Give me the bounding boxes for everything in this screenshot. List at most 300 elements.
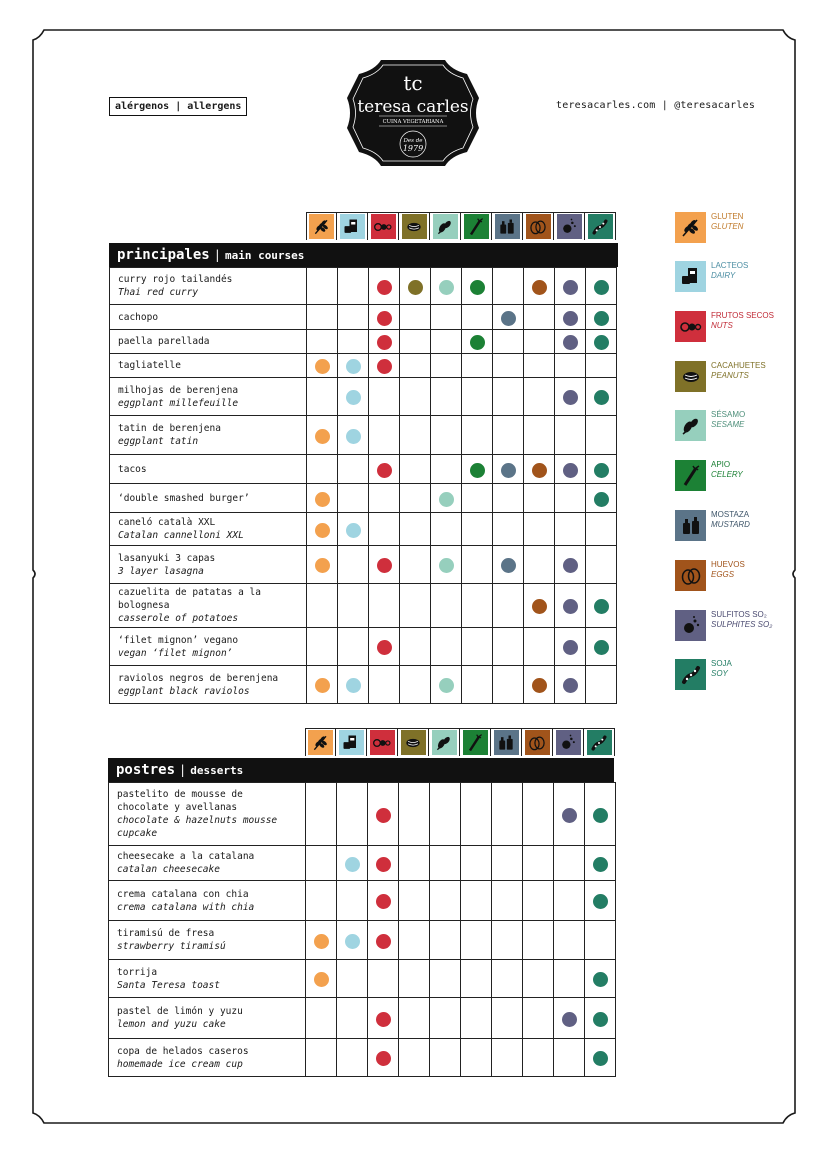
allergen-dot-eggs [532,463,547,478]
allergen-cell-gluten [306,960,337,998]
allergen-cell-mustard [493,330,524,354]
dish-name-cell [109,921,306,960]
allergen-cell-celery [462,378,493,416]
legend-label-en: SOY [711,669,728,678]
legend-label-en: MUSTARD [711,520,750,529]
dish-name-en: homemade ice cream cup [117,1058,243,1070]
allergen-dot-soy [593,972,608,987]
allergen-dot-celery [470,335,485,350]
dish-name-cell [110,513,307,546]
mustard-icon [679,514,703,538]
allergen-cell-soy [586,484,617,513]
mustard-icon [497,217,517,237]
allergen-cell-sulphites [554,960,585,998]
table-row [110,354,617,378]
allergen-dot-soy [594,599,609,614]
logo-since-label: Des de [403,138,423,144]
allergen-cell-peanuts [400,546,431,584]
allergen-cell-nuts [369,268,400,305]
allergen-cell-celery [462,330,493,354]
allergen-cell-nuts [368,998,399,1039]
allergen-cell-soy [585,846,616,881]
allergen-cell-soy [585,1039,616,1077]
allergen-cell-gluten [307,305,338,330]
allergen-dot-dairy [346,359,361,374]
dish-name-es: tagliatelle [118,360,181,371]
allergen-cell-eggs [524,268,555,305]
sulphite-icon [679,614,703,638]
allergen-dot-sulphites [563,463,578,478]
dish-name-es: torrija [117,966,158,978]
allergen-dot-soy [594,492,609,507]
allergen-cell-dairy [337,783,368,846]
section-subtitle-text: desserts [190,763,244,777]
allergen-dot-sulphites [563,390,578,405]
allergen-dot-dairy [345,857,360,872]
allergen-cell-dairy [337,921,368,960]
legend-label-en: DAIRY [711,271,736,280]
allergen-cell-sesame [431,305,462,330]
dish-name-cell [109,960,306,998]
allergen-cell-sesame [430,881,461,921]
allergen-cell-peanuts [400,584,431,628]
allergen-cell-sesame [431,378,462,416]
allergen-cell-mustard [493,628,524,666]
allergen-dot-sulphites [563,558,578,573]
dish-name-cell [109,998,306,1039]
allergen-cell-dairy [338,484,369,513]
dish-name-en: lemon and yuzu cake [117,1019,226,1030]
allergen-cell-gluten [307,416,338,455]
allergen-dot-soy [594,640,609,655]
dish-name-en: chocolate & hazelnuts mousse cupcake [117,815,278,839]
allergen-cell-celery [462,484,493,513]
allergen-cell-sesame [430,783,461,846]
allergen-cell-nuts [369,354,400,378]
allergen-cell-gluten [307,666,338,704]
allergen-cell-nuts [369,455,400,484]
allergen-cell-celery [461,998,492,1039]
legend-label-en: EGGS [711,570,735,579]
allergen-dot-nuts [377,558,392,573]
legend-item-nuts [675,311,815,343]
allergen-dot-nuts [377,280,392,295]
allergen-cell-sesame [430,921,461,960]
legend-item-dairy [675,261,815,293]
allergen-dot-sulphites [562,1012,577,1027]
allergen-cell-nuts [369,628,400,666]
nut-icon [372,733,392,753]
allergen-cell-mustard [492,921,523,960]
dish-name-es: milhojas de berenjena [118,384,239,396]
allergen-cell-dairy [338,416,369,455]
allergen-cell-dairy [337,881,368,921]
allergen-cell-gluten [307,268,338,305]
allergen-dot-soy [594,335,609,350]
allergen-dot-sesame [439,678,454,693]
dish-name-en: crema catalana with chia [117,901,255,913]
allergen-icon-row-desserts [305,728,615,756]
allergen-cell-gluten [307,628,338,666]
dish-name-es: copa de helados caseros [117,1045,249,1057]
table-row [110,513,617,546]
allergen-cell-dairy [338,584,369,628]
dish-name-es: cazuelita de patatas a la bolognesa [118,587,261,611]
dish-name-cell [110,354,307,378]
celery-icon [465,733,485,753]
allergen-cell-sesame [430,998,461,1039]
allergen-cell-gluten [306,998,337,1039]
allergen-cell-mustard [492,846,523,881]
allergen-cell-mustard [493,513,524,546]
allergen-cell-celery [461,1039,492,1077]
allergen-cell-sulphites [555,455,586,484]
allergen-cell-peanuts [400,305,431,330]
table-row [109,881,616,921]
allergen-cell-eggs [523,881,554,921]
allergen-cell-sesame [431,455,462,484]
allergen-cell-eggs [524,455,555,484]
allergen-cell-nuts [368,881,399,921]
dish-name-es: tatin de berenjena [118,423,221,434]
logo-monogram: tc [403,71,423,95]
allergen-dot-gluten [315,429,330,444]
table-row [110,628,617,666]
allergen-cell-peanuts [399,998,430,1039]
allergen-cell-celery [462,268,493,305]
dish-name-es: curry rojo tailandés [118,274,233,285]
allergen-cell-eggs [524,666,555,704]
allergen-cell-mustard [492,881,523,921]
dish-name-cell [110,305,307,330]
dish-name-en: Catalan cannelloni XXL [118,530,244,541]
allergen-cell-peanuts [400,268,431,305]
allergen-header-eggs [523,212,554,240]
dish-name-es: tacos [118,463,147,475]
allergen-cell-mustard [493,416,524,455]
allergen-cell-soy [586,305,617,330]
allergen-dot-soy [594,390,609,405]
nut-icon [373,217,393,237]
egg-icon [527,733,547,753]
allergen-cell-sesame [431,354,462,378]
allergen-dot-gluten [314,934,329,949]
allergen-cell-mustard [493,354,524,378]
legend-label-es: HUEVOS [711,560,745,569]
allergen-cell-sulphites [555,330,586,354]
allergen-cell-celery [462,666,493,704]
allergen-cell-eggs [524,484,555,513]
allergen-cell-soy [586,628,617,666]
dish-name-en: catalan cheesecake [117,864,220,875]
allergen-dot-sesame [439,558,454,573]
allergen-dot-nuts [376,1012,391,1027]
section-title-main: principales | main courses [109,243,618,267]
allergen-header-soy [585,212,616,240]
allergen-dot-dairy [346,390,361,405]
dish-name-cell [110,416,307,455]
table-row [109,783,616,846]
table-row [109,960,616,998]
allergen-dot-soy [593,894,608,909]
allergen-cell-gluten [307,378,338,416]
allergen-dot-nuts [377,335,392,350]
table-row [109,921,616,960]
mustard-icon [496,733,516,753]
peanut-icon [403,733,423,753]
allergen-cell-sesame [430,960,461,998]
allergen-cell-soy [586,546,617,584]
logo-since-year: 1979 [402,144,424,153]
legend-label-es: FRUTOS SECOS [711,311,774,320]
allergen-dot-soy [594,280,609,295]
allergen-cell-nuts [369,305,400,330]
allergen-dot-gluten [315,558,330,573]
section-title-text: postres [116,762,176,778]
allergen-cell-gluten [307,484,338,513]
legend-item-peanuts [675,361,815,393]
allergen-header-gluten [306,212,337,240]
allergen-dot-sulphites [563,280,578,295]
allergen-cell-mustard [493,546,524,584]
dish-name-es: tiramisú de fresa [117,928,215,939]
allergen-cell-eggs [524,546,555,584]
section-subtitle-text: main courses [224,248,305,262]
milk-icon [341,733,361,753]
dish-name-es: cachopo [118,311,159,323]
allergen-cell-sulphites [555,546,586,584]
allergen-cell-sesame [431,628,462,666]
allergen-cell-soy [586,513,617,546]
allergen-cell-gluten [307,584,338,628]
allergen-dot-peanuts [408,280,423,295]
allergen-cell-nuts [368,960,399,998]
table-row [110,455,617,484]
allergen-cell-gluten [306,1039,337,1077]
allergen-header-dairy [336,728,367,756]
dish-name-cell [110,330,307,354]
allergen-dot-soy [593,857,608,872]
table-row [109,1039,616,1077]
allergen-header-peanuts [399,212,430,240]
allergen-cell-soy [586,666,617,704]
allergen-cell-celery [462,354,493,378]
dish-name-es: lasanyuki 3 capas [118,552,216,564]
legend-label-en: GLUTEN [711,222,744,231]
allergen-cell-sulphites [555,268,586,305]
allergen-cell-dairy [338,354,369,378]
nut-icon [679,315,703,339]
allergen-cell-celery [461,921,492,960]
allergen-icon-row-main [306,212,616,240]
section-title-text: principales [117,247,210,263]
allergen-cell-celery [461,960,492,998]
soy-icon [679,663,703,687]
allergen-cell-dairy [337,846,368,881]
dish-name-es: paella parellada [118,336,210,347]
allergen-cell-sulphites [554,921,585,960]
allergen-dot-nuts [376,808,391,823]
allergen-dot-mustard [501,463,516,478]
allergen-dot-eggs [532,599,547,614]
allergen-cell-dairy [337,998,368,1039]
allergen-cell-mustard [492,783,523,846]
peanut-icon [679,365,703,389]
allergen-cell-gluten [307,546,338,584]
dish-name-en: casserole of potatoes [118,613,239,624]
allergen-cell-dairy [337,960,368,998]
dish-name-es: pastel de limón y yuzu [117,1006,243,1017]
allergen-cell-eggs [524,584,555,628]
sulphite-icon [558,733,578,753]
wheat-icon [311,733,331,753]
allergen-cell-eggs [523,960,554,998]
allergen-cell-sulphites [555,416,586,455]
allergen-cell-soy [585,881,616,921]
allergen-cell-eggs [523,1039,554,1077]
dish-name-cell [109,881,306,921]
allergen-header-nuts [367,728,398,756]
allergen-cell-sulphites [555,305,586,330]
allergen-cell-celery [461,783,492,846]
allergen-cell-nuts [369,666,400,704]
allergen-cell-nuts [368,921,399,960]
allergen-header-nuts [368,212,399,240]
allergen-dot-dairy [346,429,361,444]
sesame-icon [435,217,455,237]
allergen-cell-peanuts [400,666,431,704]
allergen-header-peanuts [398,728,429,756]
allergen-cell-dairy [338,513,369,546]
allergen-cell-celery [461,846,492,881]
allergen-cell-soy [586,330,617,354]
dish-name-en: strawberry tiramisú [117,941,226,952]
allergen-cell-celery [461,881,492,921]
allergen-cell-sesame [431,584,462,628]
allergen-cell-sulphites [555,378,586,416]
allergen-cell-sulphites [554,881,585,921]
allergen-dot-nuts [376,894,391,909]
celery-icon [466,217,486,237]
celery-icon [679,464,703,488]
legend-label-en: NUTS [711,321,733,330]
allergen-header-sesame [430,212,461,240]
allergen-dot-gluten [315,492,330,507]
allergen-dot-sulphites [563,640,578,655]
allergen-dot-soy [594,311,609,326]
dish-name-es: crema catalana con chia [117,888,249,900]
allergen-header-eggs [522,728,553,756]
allergen-header-mustard [491,728,522,756]
table-row [109,846,616,881]
allergen-cell-soy [585,998,616,1039]
website-text[interactable]: teresacarles.com | @teresacarles [556,100,756,111]
allergen-dot-sesame [439,280,454,295]
allergen-cell-sulphites [555,584,586,628]
legend-item-celery [675,460,815,492]
wheat-icon [679,216,703,240]
allergen-header-celery [460,728,491,756]
allergen-cell-dairy [338,628,369,666]
allergen-dot-gluten [315,359,330,374]
allergen-cell-sesame [431,513,462,546]
allergen-dot-eggs [532,678,547,693]
allergen-header-mustard [492,212,523,240]
allergen-cell-mustard [492,1039,523,1077]
allergen-cell-celery [462,584,493,628]
allergen-cell-peanuts [400,484,431,513]
allergen-cell-soy [586,268,617,305]
allergen-cell-sulphites [554,1039,585,1077]
dish-name-es: ‘double smashed burger’ [118,492,250,504]
allergen-cell-nuts [368,783,399,846]
allergen-cell-eggs [524,354,555,378]
table-row [110,330,617,354]
legend-label-es: APIO [711,460,731,469]
dish-name-cell [110,628,307,666]
allergens-tag: alérgenos | allergens [109,97,247,116]
dish-name-es: caneló català XXL [118,517,216,528]
allergen-cell-gluten [306,921,337,960]
allergen-cell-sesame [431,484,462,513]
legend-label-en: SULPHITES SO₂ [711,620,773,629]
allergen-dot-nuts [377,640,392,655]
brand-logo [345,58,481,168]
soy-icon [590,217,610,237]
milk-icon [342,217,362,237]
allergen-table-desserts [108,782,616,1077]
allergen-cell-soy [586,455,617,484]
dish-name-en: Thai red curry [118,287,199,298]
table-row [110,416,617,455]
allergen-dot-nuts [377,359,392,374]
table-row [109,998,616,1039]
allergen-cell-sulphites [555,354,586,378]
allergen-cell-nuts [369,378,400,416]
table-row [110,305,617,330]
section-title-desserts: postres | desserts [108,758,614,782]
allergen-header-celery [461,212,492,240]
dish-name-cell [110,546,307,584]
allergen-dot-nuts [377,311,392,326]
allergen-cell-gluten [306,881,337,921]
dish-name-en: vegan ‘filet mignon’ [118,647,233,659]
allergen-table-main [109,267,617,704]
allergen-cell-peanuts [399,881,430,921]
allergen-cell-mustard [493,455,524,484]
allergen-cell-peanuts [400,378,431,416]
legend-label-es: LACTEOS [711,261,749,270]
allergen-cell-peanuts [399,783,430,846]
allergen-cell-mustard [493,666,524,704]
allergen-cell-nuts [369,416,400,455]
allergen-dot-dairy [345,934,360,949]
allergen-cell-celery [462,628,493,666]
allergen-cell-eggs [523,998,554,1039]
legend-label-en: SESAME [711,420,745,429]
dish-name-cell [109,1039,306,1077]
allergen-dot-dairy [346,523,361,538]
dish-name-cell [110,378,307,416]
allergen-cell-mustard [493,305,524,330]
allergen-cell-sulphites [554,783,585,846]
allergen-dot-sulphites [563,335,578,350]
allergen-dot-dairy [346,678,361,693]
allergen-dot-soy [593,1051,608,1066]
allergen-cell-gluten [306,846,337,881]
dish-name-en: eggplant millefeuille [118,397,239,409]
soy-icon [589,733,609,753]
